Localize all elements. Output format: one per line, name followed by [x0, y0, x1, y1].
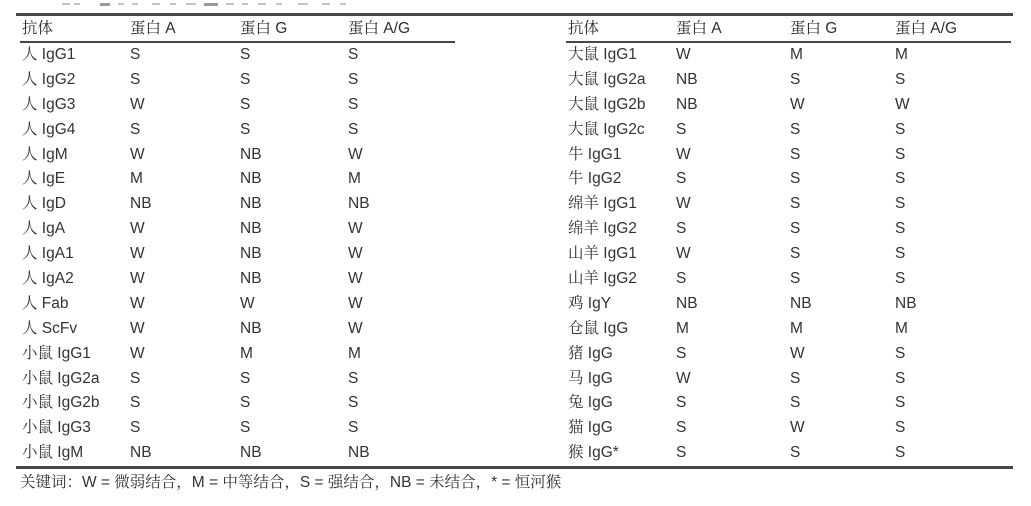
- table-row: [20, 242, 455, 267]
- binding-value: NB: [676, 294, 698, 312]
- binding-value: S: [790, 220, 801, 238]
- table-row: [20, 43, 455, 68]
- binding-value: S: [240, 120, 251, 138]
- antibody-label: 鸡 IgY: [568, 294, 612, 312]
- antibody-label: 小鼠 IgG2a: [22, 369, 100, 387]
- column-header: 蛋白 G: [240, 20, 288, 37]
- binding-value: W: [676, 245, 691, 263]
- table-row: [566, 367, 1011, 392]
- binding-value: NB: [895, 294, 917, 312]
- antibody-label: 人 ScFv: [22, 319, 78, 337]
- binding-value: S: [130, 70, 141, 88]
- antibody-label: 猪 IgG: [568, 344, 613, 362]
- table-header-row: [20, 16, 455, 43]
- antibody-label: 山羊 IgG2: [568, 270, 637, 288]
- antibody-label: 小鼠 IgG2b: [22, 394, 100, 412]
- antibody-label: 牛 IgG2: [568, 170, 622, 188]
- table-row: [20, 391, 455, 416]
- binding-value: S: [895, 195, 906, 213]
- binding-value: S: [790, 195, 801, 213]
- table-row: [566, 43, 1011, 68]
- binding-value: NB: [240, 270, 262, 288]
- table-row: [566, 242, 1011, 267]
- binding-value: S: [895, 344, 906, 362]
- table-row: [566, 143, 1011, 168]
- binding-value: S: [130, 369, 141, 387]
- binding-value: W: [676, 145, 691, 163]
- binding-value: S: [895, 245, 906, 263]
- table-row: [566, 267, 1011, 292]
- column-header: 抗体: [568, 20, 600, 37]
- binding-value: W: [348, 145, 363, 163]
- antibody-label: 小鼠 IgM: [22, 444, 84, 462]
- binding-tables: [0, 16, 1011, 466]
- binding-value: S: [676, 120, 687, 138]
- binding-value: S: [895, 220, 906, 238]
- table-row: [566, 93, 1011, 118]
- binding-value: W: [348, 294, 363, 312]
- clipped-text-remnant: [0, 3, 1031, 7]
- binding-value: S: [348, 369, 359, 387]
- antibody-label: 人 IgE: [22, 170, 66, 188]
- binding-value: S: [790, 270, 801, 288]
- table-row: [20, 292, 455, 317]
- binding-value: S: [895, 419, 906, 437]
- binding-value: W: [348, 220, 363, 238]
- binding-value: M: [348, 344, 361, 362]
- binding-value: W: [130, 95, 145, 113]
- antibody-label: 仓鼠 IgG: [568, 319, 629, 337]
- table-row: [566, 68, 1011, 93]
- binding-value: S: [790, 394, 801, 412]
- binding-value: S: [348, 46, 359, 63]
- binding-value: S: [790, 170, 801, 188]
- binding-value: S: [895, 120, 906, 138]
- binding-value: NB: [348, 444, 370, 462]
- binding-value: W: [240, 294, 255, 312]
- binding-value: W: [676, 195, 691, 213]
- binding-value: S: [348, 95, 359, 113]
- table-row: [566, 292, 1011, 317]
- binding-value: W: [130, 245, 145, 263]
- binding-value: NB: [790, 294, 812, 312]
- binding-value: S: [790, 444, 801, 462]
- binding-value: M: [348, 170, 361, 188]
- antibody-label: 马 IgG: [568, 369, 613, 387]
- table-row: [20, 167, 455, 192]
- antibody-label: 绵羊 IgG1: [568, 195, 637, 213]
- table-row: [566, 391, 1011, 416]
- binding-value: W: [130, 344, 145, 362]
- column-header: 蛋白 A/G: [895, 20, 958, 37]
- binding-value: S: [790, 145, 801, 163]
- antibody-label: 大鼠 IgG1: [568, 46, 637, 63]
- binding-value: W: [348, 245, 363, 263]
- binding-value: W: [676, 46, 691, 63]
- binding-value: W: [790, 95, 805, 113]
- antibody-label: 人 IgG2: [22, 70, 76, 88]
- binding-value: S: [130, 394, 141, 412]
- table-row: [566, 192, 1011, 217]
- binding-value: M: [130, 170, 143, 188]
- binding-value: S: [895, 369, 906, 387]
- table-row: [566, 416, 1011, 441]
- table-row: [20, 217, 455, 242]
- table-row: [566, 342, 1011, 367]
- binding-value: NB: [240, 444, 262, 462]
- binding-value: W: [348, 270, 363, 288]
- binding-value: W: [895, 95, 910, 113]
- table-row: [20, 342, 455, 367]
- antibody-label: 山羊 IgG1: [568, 245, 637, 263]
- binding-value: M: [676, 319, 689, 337]
- legend-text: 关键词：W = 微弱结合，M = 中等结合，S = 强结合，NB = 未结合，* = 恒河猴: [20, 474, 562, 491]
- column-header: 蛋白 A/G: [348, 20, 411, 37]
- binding-value: M: [790, 46, 803, 63]
- table-row: [20, 68, 455, 93]
- binding-value: S: [676, 444, 687, 462]
- binding-value: S: [348, 70, 359, 88]
- binding-value: S: [676, 394, 687, 412]
- binding-table-right: [566, 16, 1011, 466]
- antibody-label: 人 IgA1: [22, 245, 74, 263]
- binding-value: S: [130, 46, 141, 63]
- binding-value: W: [348, 319, 363, 337]
- column-header: 蛋白 A: [676, 20, 722, 37]
- binding-value: S: [348, 394, 359, 412]
- binding-value: W: [790, 344, 805, 362]
- binding-value: W: [130, 294, 145, 312]
- binding-value: S: [240, 419, 251, 437]
- binding-value: S: [240, 46, 251, 63]
- binding-value: NB: [240, 145, 262, 163]
- table-row: [20, 93, 455, 118]
- binding-value: M: [895, 46, 908, 63]
- antibody-label: 人 IgG1: [22, 46, 76, 63]
- binding-value: W: [130, 319, 145, 337]
- binding-value: S: [130, 419, 141, 437]
- table-bottom-rule: [16, 466, 1013, 469]
- antibody-label: 小鼠 IgG3: [22, 419, 91, 437]
- binding-value: W: [130, 270, 145, 288]
- antibody-label: 大鼠 IgG2c: [568, 120, 645, 138]
- binding-value: S: [240, 394, 251, 412]
- binding-value: S: [348, 419, 359, 437]
- table-header-row: [566, 16, 1011, 43]
- binding-value: NB: [240, 220, 262, 238]
- binding-value: S: [676, 344, 687, 362]
- binding-value: S: [676, 270, 687, 288]
- antibody-label: 人 Fab: [22, 294, 69, 312]
- antibody-label: 猫 IgG: [568, 419, 613, 437]
- binding-value: S: [895, 70, 906, 88]
- table-row: [566, 441, 1011, 466]
- binding-value: M: [240, 344, 253, 362]
- binding-value: S: [790, 120, 801, 138]
- antibody-label: 人 IgM: [22, 145, 68, 163]
- antibody-label: 猴 IgG*: [568, 444, 619, 462]
- antibody-label: 小鼠 IgG1: [22, 344, 91, 362]
- binding-value: S: [240, 369, 251, 387]
- binding-value: NB: [240, 170, 262, 188]
- binding-value: S: [895, 394, 906, 412]
- binding-value: NB: [130, 444, 152, 462]
- table-row: [566, 317, 1011, 342]
- binding-value: M: [790, 319, 803, 337]
- binding-value: W: [676, 369, 691, 387]
- binding-value: S: [895, 270, 906, 288]
- binding-value: S: [676, 170, 687, 188]
- binding-value: NB: [348, 195, 370, 213]
- table-row: [20, 317, 455, 342]
- antibody-label: 牛 IgG1: [568, 145, 622, 163]
- binding-value: NB: [676, 70, 698, 88]
- antibody-label: 人 IgA2: [22, 270, 74, 288]
- antibody-label: 大鼠 IgG2b: [568, 95, 646, 113]
- binding-value: NB: [130, 195, 152, 213]
- table-row: [20, 118, 455, 143]
- table-row: [20, 367, 455, 392]
- column-header: 抗体: [22, 20, 54, 37]
- binding-table-left: [20, 16, 455, 466]
- antibody-label: 人 IgD: [22, 195, 66, 213]
- column-header: 蛋白 G: [790, 20, 838, 37]
- table-row: [20, 267, 455, 292]
- binding-value: S: [348, 120, 359, 138]
- binding-value: S: [895, 145, 906, 163]
- binding-value: M: [895, 319, 908, 337]
- binding-value: S: [895, 170, 906, 188]
- binding-value: S: [240, 70, 251, 88]
- antibody-label: 兔 IgG: [568, 394, 613, 412]
- table-row: [20, 441, 455, 466]
- binding-value: W: [130, 220, 145, 238]
- antibody-label: 人 IgG3: [22, 95, 76, 113]
- table-row: [20, 143, 455, 168]
- antibody-label: 人 IgA: [22, 220, 66, 238]
- binding-value: NB: [240, 195, 262, 213]
- antibody-label: 大鼠 IgG2a: [568, 70, 646, 88]
- column-header: 蛋白 A: [130, 20, 176, 37]
- binding-value: S: [790, 70, 801, 88]
- binding-value: S: [240, 95, 251, 113]
- antibody-label: 绵羊 IgG2: [568, 220, 637, 238]
- table-row: [20, 192, 455, 217]
- binding-value: NB: [240, 319, 262, 337]
- binding-value: S: [790, 245, 801, 263]
- table-row: [20, 416, 455, 441]
- table-row: [566, 118, 1011, 143]
- antibody-label: 人 IgG4: [22, 120, 76, 138]
- binding-value: W: [790, 419, 805, 437]
- binding-value: S: [895, 444, 906, 462]
- table-row: [566, 167, 1011, 192]
- binding-value: NB: [676, 95, 698, 113]
- binding-value: W: [130, 145, 145, 163]
- binding-value: S: [676, 220, 687, 238]
- table-row: [566, 217, 1011, 242]
- binding-value: S: [790, 369, 801, 387]
- binding-value: S: [130, 120, 141, 138]
- binding-value: S: [676, 419, 687, 437]
- binding-value: NB: [240, 245, 262, 263]
